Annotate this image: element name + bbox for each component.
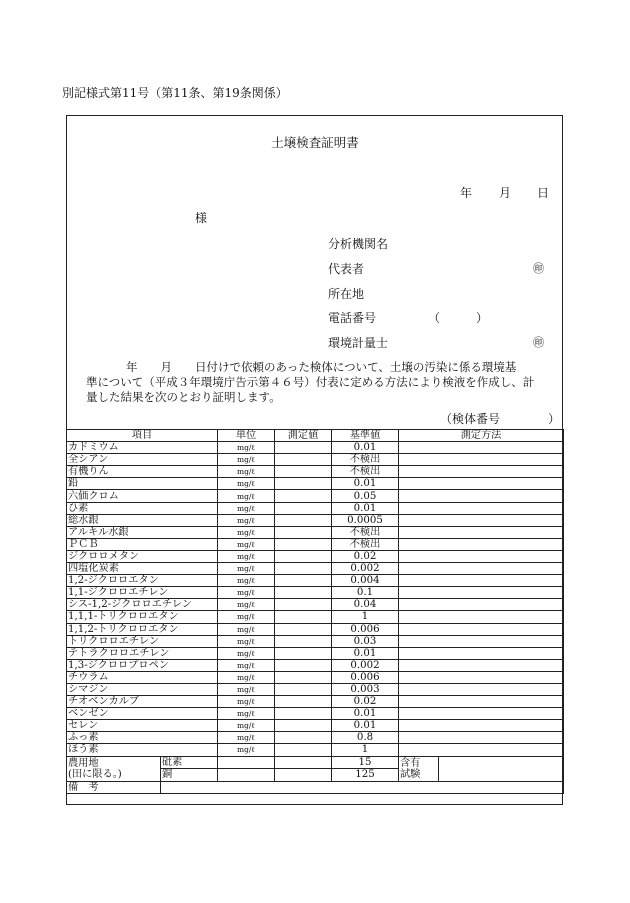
row-unit: mg/ℓ [218,683,275,695]
row-measured[interactable] [275,502,332,514]
form-caption: 別記様式第11号（第11条、第19条関係） [62,86,288,100]
arsenic-standard: 15 [332,756,399,769]
row-item: テトラクロロエチレン [67,647,218,659]
row-unit: mg/ℓ [218,744,275,756]
row-method[interactable] [399,563,564,575]
note-line: 試験 [400,768,421,780]
row-unit: mg/ℓ [218,720,275,732]
row-measured[interactable] [275,466,332,478]
table-row [67,442,564,454]
row-item: 1,2-ジクロロエタン [67,575,218,587]
row-unit: mg/ℓ [218,478,275,490]
date-month: 月 [499,186,512,200]
table-row [67,683,564,695]
row-unit: mg/ℓ [218,538,275,550]
row-unit: mg/ℓ [218,647,275,659]
row-measured[interactable] [275,647,332,659]
row-standard: 不検出 [332,454,399,466]
row-standard: 1 [332,611,399,623]
row-unit: mg/ℓ [218,575,275,587]
farmland-label [67,756,161,781]
row-unit: mg/ℓ [218,587,275,599]
row-item: 鉛 [67,478,218,490]
row-method[interactable] [399,538,564,550]
row-measured[interactable] [275,671,332,683]
row-standard: 0.1 [332,587,399,599]
table-row [67,756,564,769]
row-standard: 不検出 [332,466,399,478]
farmland-method[interactable] [439,756,564,781]
row-standard: 0.01 [332,708,399,720]
row-method[interactable] [399,683,564,695]
row-standard: 0.01 [332,442,399,454]
row-item: ふっ素 [67,732,218,744]
phone-parens: （ ） [428,311,489,325]
seal-mark: ㊞ [533,336,544,349]
row-unit: mg/ℓ [218,671,275,683]
row-measured[interactable] [275,683,332,695]
row-item: 1,1,1-トリクロロエタン [67,611,218,623]
row-unit: mg/ℓ [218,563,275,575]
row-standard: 0.002 [332,563,399,575]
table-row [67,466,564,478]
row-standard: 0.05 [332,490,399,502]
arsenic-label: 砒素 [161,756,218,769]
row-method[interactable] [399,466,564,478]
row-standard: 0.003 [332,683,399,695]
row-unit: mg/ℓ [218,490,275,502]
table-row [67,671,564,683]
row-item: セレン [67,720,218,732]
row-unit: mg/ℓ [218,611,275,623]
row-item: 1,3-ジクロロプロペン [67,659,218,671]
table-row [67,744,564,756]
row-item: 総水銀 [67,514,218,526]
table-row [67,647,564,659]
copper-standard: 125 [332,769,399,782]
row-standard: 0.002 [332,659,399,671]
body-line: 年 月 日付けで依頼のあった検体について、土壌の汚染に係る環境基 [126,360,517,374]
row-standard: 0.01 [332,720,399,732]
row-item: ほう素 [67,744,218,756]
row-measured[interactable] [275,514,332,526]
date-year: 年 [460,186,473,200]
table-row [67,696,564,708]
row-measured[interactable] [275,526,332,538]
header-standard: 基準値 [332,430,399,442]
copper-label: 銅 [161,769,218,782]
date-day: 日 [537,186,550,200]
row-item: ひ素 [67,502,218,514]
remarks-field[interactable] [161,781,564,793]
env-measurer-label: 環境計量士 [328,336,389,350]
row-measured[interactable] [275,454,332,466]
row-unit: mg/ℓ [218,659,275,671]
row-standard: 不検出 [332,538,399,550]
table-row [67,563,564,575]
row-measured[interactable] [275,538,332,550]
row-measured[interactable] [275,550,332,562]
row-measured[interactable] [275,575,332,587]
table-row [67,478,564,490]
row-item: 六価クロム [67,490,218,502]
row-unit: mg/ℓ [218,454,275,466]
row-method[interactable] [399,587,564,599]
row-measured[interactable] [275,599,332,611]
row-unit: mg/ℓ [218,466,275,478]
row-standard: 0.0005 [332,514,399,526]
row-measured[interactable] [275,478,332,490]
arsenic-measured[interactable] [275,756,332,769]
row-measured[interactable] [275,587,332,599]
row-measured[interactable] [275,732,332,744]
table-row [67,611,564,623]
row-measured[interactable] [275,635,332,647]
row-item: ジクロロメタン [67,550,218,562]
note-line: 含有 [400,757,421,769]
row-unit: mg/ℓ [218,623,275,635]
seal-mark: ㊞ [533,262,544,275]
body-line: 量した結果を次のとおり証明します。 [86,390,281,404]
table-row [67,490,564,502]
remarks-row [67,781,564,793]
row-standard: 0.006 [332,623,399,635]
table-row [67,575,564,587]
row-item: 1,1-ジクロロエチレン [67,587,218,599]
row-method[interactable] [399,647,564,659]
table-row [67,454,564,466]
row-method[interactable] [399,623,564,635]
row-standard: 0.006 [332,671,399,683]
table-row [67,538,564,550]
header-item: 項目 [67,430,218,442]
row-item: シス-1,2-ジクロロエチレン [67,599,218,611]
row-method[interactable] [399,599,564,611]
row-method[interactable] [399,732,564,744]
representative-label: 代表者 [328,262,365,276]
row-standard: 0.01 [332,502,399,514]
row-item: ベンゼン [67,708,218,720]
row-item: トリクロロエチレン [67,635,218,647]
row-method[interactable] [399,744,564,756]
table-row [67,635,564,647]
row-method[interactable] [399,442,564,454]
row-item: ＰＣＢ [67,538,218,550]
table-row [67,550,564,562]
document-title: 土壌検査証明書 [271,135,359,150]
table-row [67,659,564,671]
row-standard: 0.004 [332,575,399,587]
table-row [67,732,564,744]
row-method[interactable] [399,635,564,647]
row-method[interactable] [399,575,564,587]
row-standard: 0.03 [332,635,399,647]
table-row [67,599,564,611]
sample-number: （検体番号 ） [440,412,561,426]
row-method[interactable] [399,454,564,466]
table-row [67,708,564,720]
table-row [67,526,564,538]
row-standard: 0.01 [332,647,399,659]
row-standard: 1 [332,744,399,756]
row-item: 有機りん [67,466,218,478]
row-item: シマジン [67,683,218,695]
row-item: カドミウム [67,442,218,454]
row-standard: 0.04 [332,599,399,611]
row-item: チウラム [67,671,218,683]
copper-measured[interactable] [275,769,332,782]
row-measured[interactable] [275,720,332,732]
row-unit: mg/ℓ [218,550,275,562]
row-unit: mg/ℓ [218,599,275,611]
row-unit: mg/ℓ [218,708,275,720]
row-method[interactable] [399,490,564,502]
row-measured[interactable] [275,659,332,671]
row-method[interactable] [399,696,564,708]
header-unit: 単位 [218,430,275,442]
table-row [67,502,564,514]
row-standard: 0.02 [332,696,399,708]
row-method[interactable] [399,478,564,490]
row-measured[interactable] [275,490,332,502]
row-standard: 0.01 [332,478,399,490]
header-method: 測定方法 [399,430,564,442]
farmland-label-line: (田に限る。) [68,768,122,780]
row-item: 全シアン [67,454,218,466]
row-method[interactable] [399,708,564,720]
row-unit: mg/ℓ [218,526,275,538]
row-method[interactable] [399,611,564,623]
row-unit: mg/ℓ [218,732,275,744]
row-unit: mg/ℓ [218,502,275,514]
farmland-unit [218,756,275,769]
row-measured[interactable] [275,623,332,635]
row-method[interactable] [399,659,564,671]
row-measured[interactable] [275,708,332,720]
row-measured[interactable] [275,744,332,756]
row-unit: mg/ℓ [218,442,275,454]
header-measured: 測定値 [275,430,332,442]
measurement-table [66,429,564,794]
row-method[interactable] [399,502,564,514]
row-item: 四塩化炭素 [67,563,218,575]
farmland-label-line: 農用地 [68,757,99,769]
certification-text [86,360,558,405]
row-measured[interactable] [275,442,332,454]
address-label: 所在地 [328,287,365,301]
content-test-note [399,756,439,781]
table-row [67,623,564,635]
table-header-row [67,430,564,442]
row-method[interactable] [399,720,564,732]
row-unit: mg/ℓ [218,514,275,526]
table-row [67,720,564,732]
row-method[interactable] [399,671,564,683]
addressee-suffix: 様 [195,211,208,225]
row-item: チオベンカルブ [67,696,218,708]
remarks-label: 備 考 [67,781,161,793]
row-standard: 不検出 [332,526,399,538]
table-row [67,514,564,526]
row-item: アルキル水銀 [67,526,218,538]
row-method[interactable] [399,514,564,526]
lab-name-label: 分析機関名 [328,237,389,251]
row-measured[interactable] [275,563,332,575]
row-measured[interactable] [275,696,332,708]
row-method[interactable] [399,550,564,562]
farmland-unit [218,769,275,782]
table-row [67,587,564,599]
row-method[interactable] [399,526,564,538]
row-measured[interactable] [275,611,332,623]
row-item: 1,1,2-トリクロロエタン [67,623,218,635]
row-standard: 0.02 [332,550,399,562]
phone-label: 電話番号 [328,311,377,325]
body-line: 準について（平成３年環境庁告示第４６号）付表に定める方法により検液を作成し、計 [86,375,535,389]
row-standard: 0.8 [332,732,399,744]
row-unit: mg/ℓ [218,696,275,708]
row-unit: mg/ℓ [218,635,275,647]
